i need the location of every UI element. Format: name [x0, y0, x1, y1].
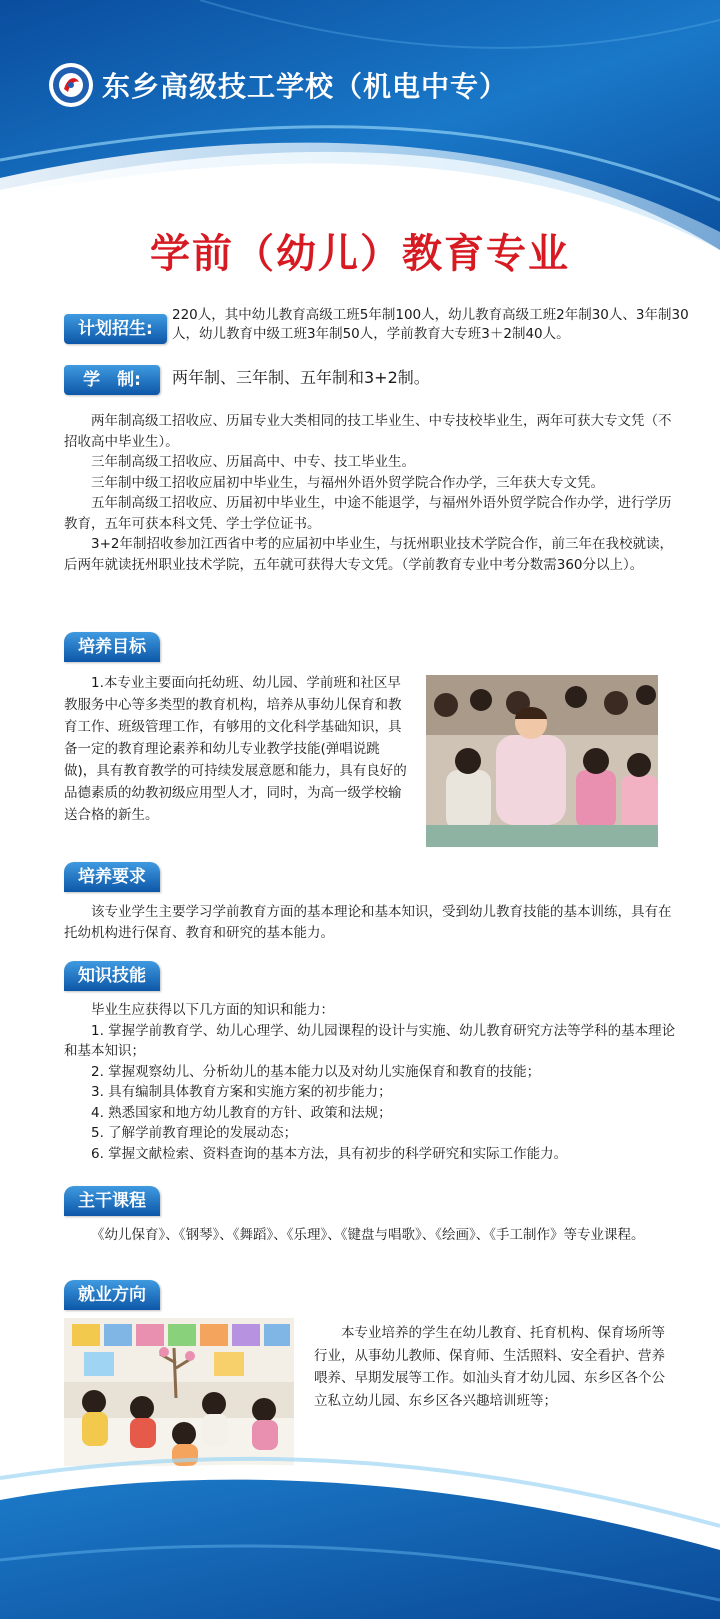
school-header — [48, 62, 508, 108]
enrollment-label: 计划招生: — [64, 314, 167, 344]
employment-paragraph: 本专业培养的学生在幼儿教育、托育机构、保育场所等行业，从事幼儿教师、保育师、生活照料、安全看护、营养喂养、早期发展等工作。如汕头育才幼儿园、东乡区各个公立私立幼儿园、东乡区各兴趣培训班等； — [314, 1325, 665, 1409]
skills-section — [64, 1000, 676, 1164]
school-emblem-icon — [48, 62, 94, 108]
page-title: 学前（幼儿）教育专业 — [150, 231, 570, 277]
skills-item: 1. 掌握学前教育学、幼儿心理学、幼儿园课程的设计与实施、幼儿教育研究方法等学科的基本理论和基本知识； — [64, 1022, 676, 1059]
skills-label: 知识技能 — [64, 961, 160, 991]
employment-text — [314, 1322, 674, 1412]
admission-paragraph: 五年制高级工招收应、历届初中毕业生，中途不能退学，与福州外语外贸学院合作办学，进行学历教育，五年可获本科文凭、学士学位证书。 — [64, 495, 672, 532]
requirements-paragraph: 该专业学生主要学习学前教育方面的基本理论和基本知识，受到幼儿教育技能的基本训练，具有在托幼机构进行保育、教育和研究的基本能力。 — [64, 904, 672, 941]
skills-item: 3. 具有编制具体教育方案和实施方案的初步能力； — [91, 1084, 392, 1100]
admission-paragraph: 三年制中级工招收应届初中毕业生，与福州外语外贸学院合作办学，三年获大专文凭。 — [91, 474, 604, 491]
courses-paragraph: 《幼儿保育》、《钢琴》、《舞蹈》、《乐理》、《键盘与唱歌》、《绘画》、《手工制作》等专业课程。 — [91, 1227, 645, 1243]
skills-item: 4. 熟悉国家和地方幼儿教育的方针、政策和法规； — [91, 1104, 392, 1121]
skills-intro: 毕业生应获得以下几方面的知识和能力： — [91, 1002, 334, 1018]
requirements-text — [64, 902, 676, 943]
skills-item: 2. 掌握观察幼儿、分析幼儿的基本能力以及对幼儿实施保育和教育的技能； — [91, 1063, 541, 1080]
admission-paragraph: 3+2年制招收参加江西省中考的应届初中毕业生，与抚州职业技术学院合作，前三年在我校就读，后两年就读抚州职业技术学院，五年就可获得大专文凭。（学前教育专业中考分数需360分以上）。 — [64, 536, 673, 573]
footer-background — [0, 1440, 720, 1619]
courses-text — [64, 1224, 676, 1246]
classroom-photo — [426, 675, 658, 847]
admission-section — [64, 411, 674, 575]
school-name: 东乡高级技工学校（机电中专） — [102, 70, 509, 103]
skills-item: 6. 掌握文献检索、资料查询的基本方法，具有初步的科学研究和实际工作能力。 — [91, 1145, 568, 1162]
admission-paragraph: 两年制高级工招收应、历届专业大类相同的技工毕业生、中专技校毕业生，两年可获大专文凭（不招收高中毕业生）。 — [64, 413, 672, 450]
enrollment-text: 220人，其中幼儿教育高级工班5年制100人，幼儿教育高级工班2年制30人、3年制30人，幼儿教育中级工班3年制50人，学前教育大专班3＋2制40人。 — [172, 307, 689, 342]
requirements-label: 培养要求 — [64, 862, 160, 892]
skills-item: 5. 了解学前教育理论的发展动态； — [91, 1125, 298, 1141]
admission-paragraph: 三年制高级工招收应、历届高中、中专、技工毕业生。 — [91, 454, 415, 470]
goals-text — [64, 672, 412, 826]
duration-text: 两年制、三年制、五年制和3+2制。 — [172, 368, 430, 387]
goals-label: 培养目标 — [64, 632, 160, 662]
goals-paragraph: 1.本专业主要面向托幼班、幼儿园、学前班和社区早教服务中心等多类型的教育机构，培养从事幼儿保育和教育工作、班级管理工作，有够用的文化科学基础知识，具备一定的教育理论素养和幼儿专业教学技能(弹唱说跳做)，具有教育教学的可持续发展意愿和能力，具有良好的品德素质的幼教初级应用型人才，同时，为高一级学校输送合格的新生。 — [64, 675, 407, 823]
header-background — [0, 0, 720, 260]
duration-label: 学 制: — [64, 365, 160, 395]
employment-label: 就业方向 — [64, 1280, 160, 1310]
courses-label: 主干课程 — [64, 1186, 160, 1216]
